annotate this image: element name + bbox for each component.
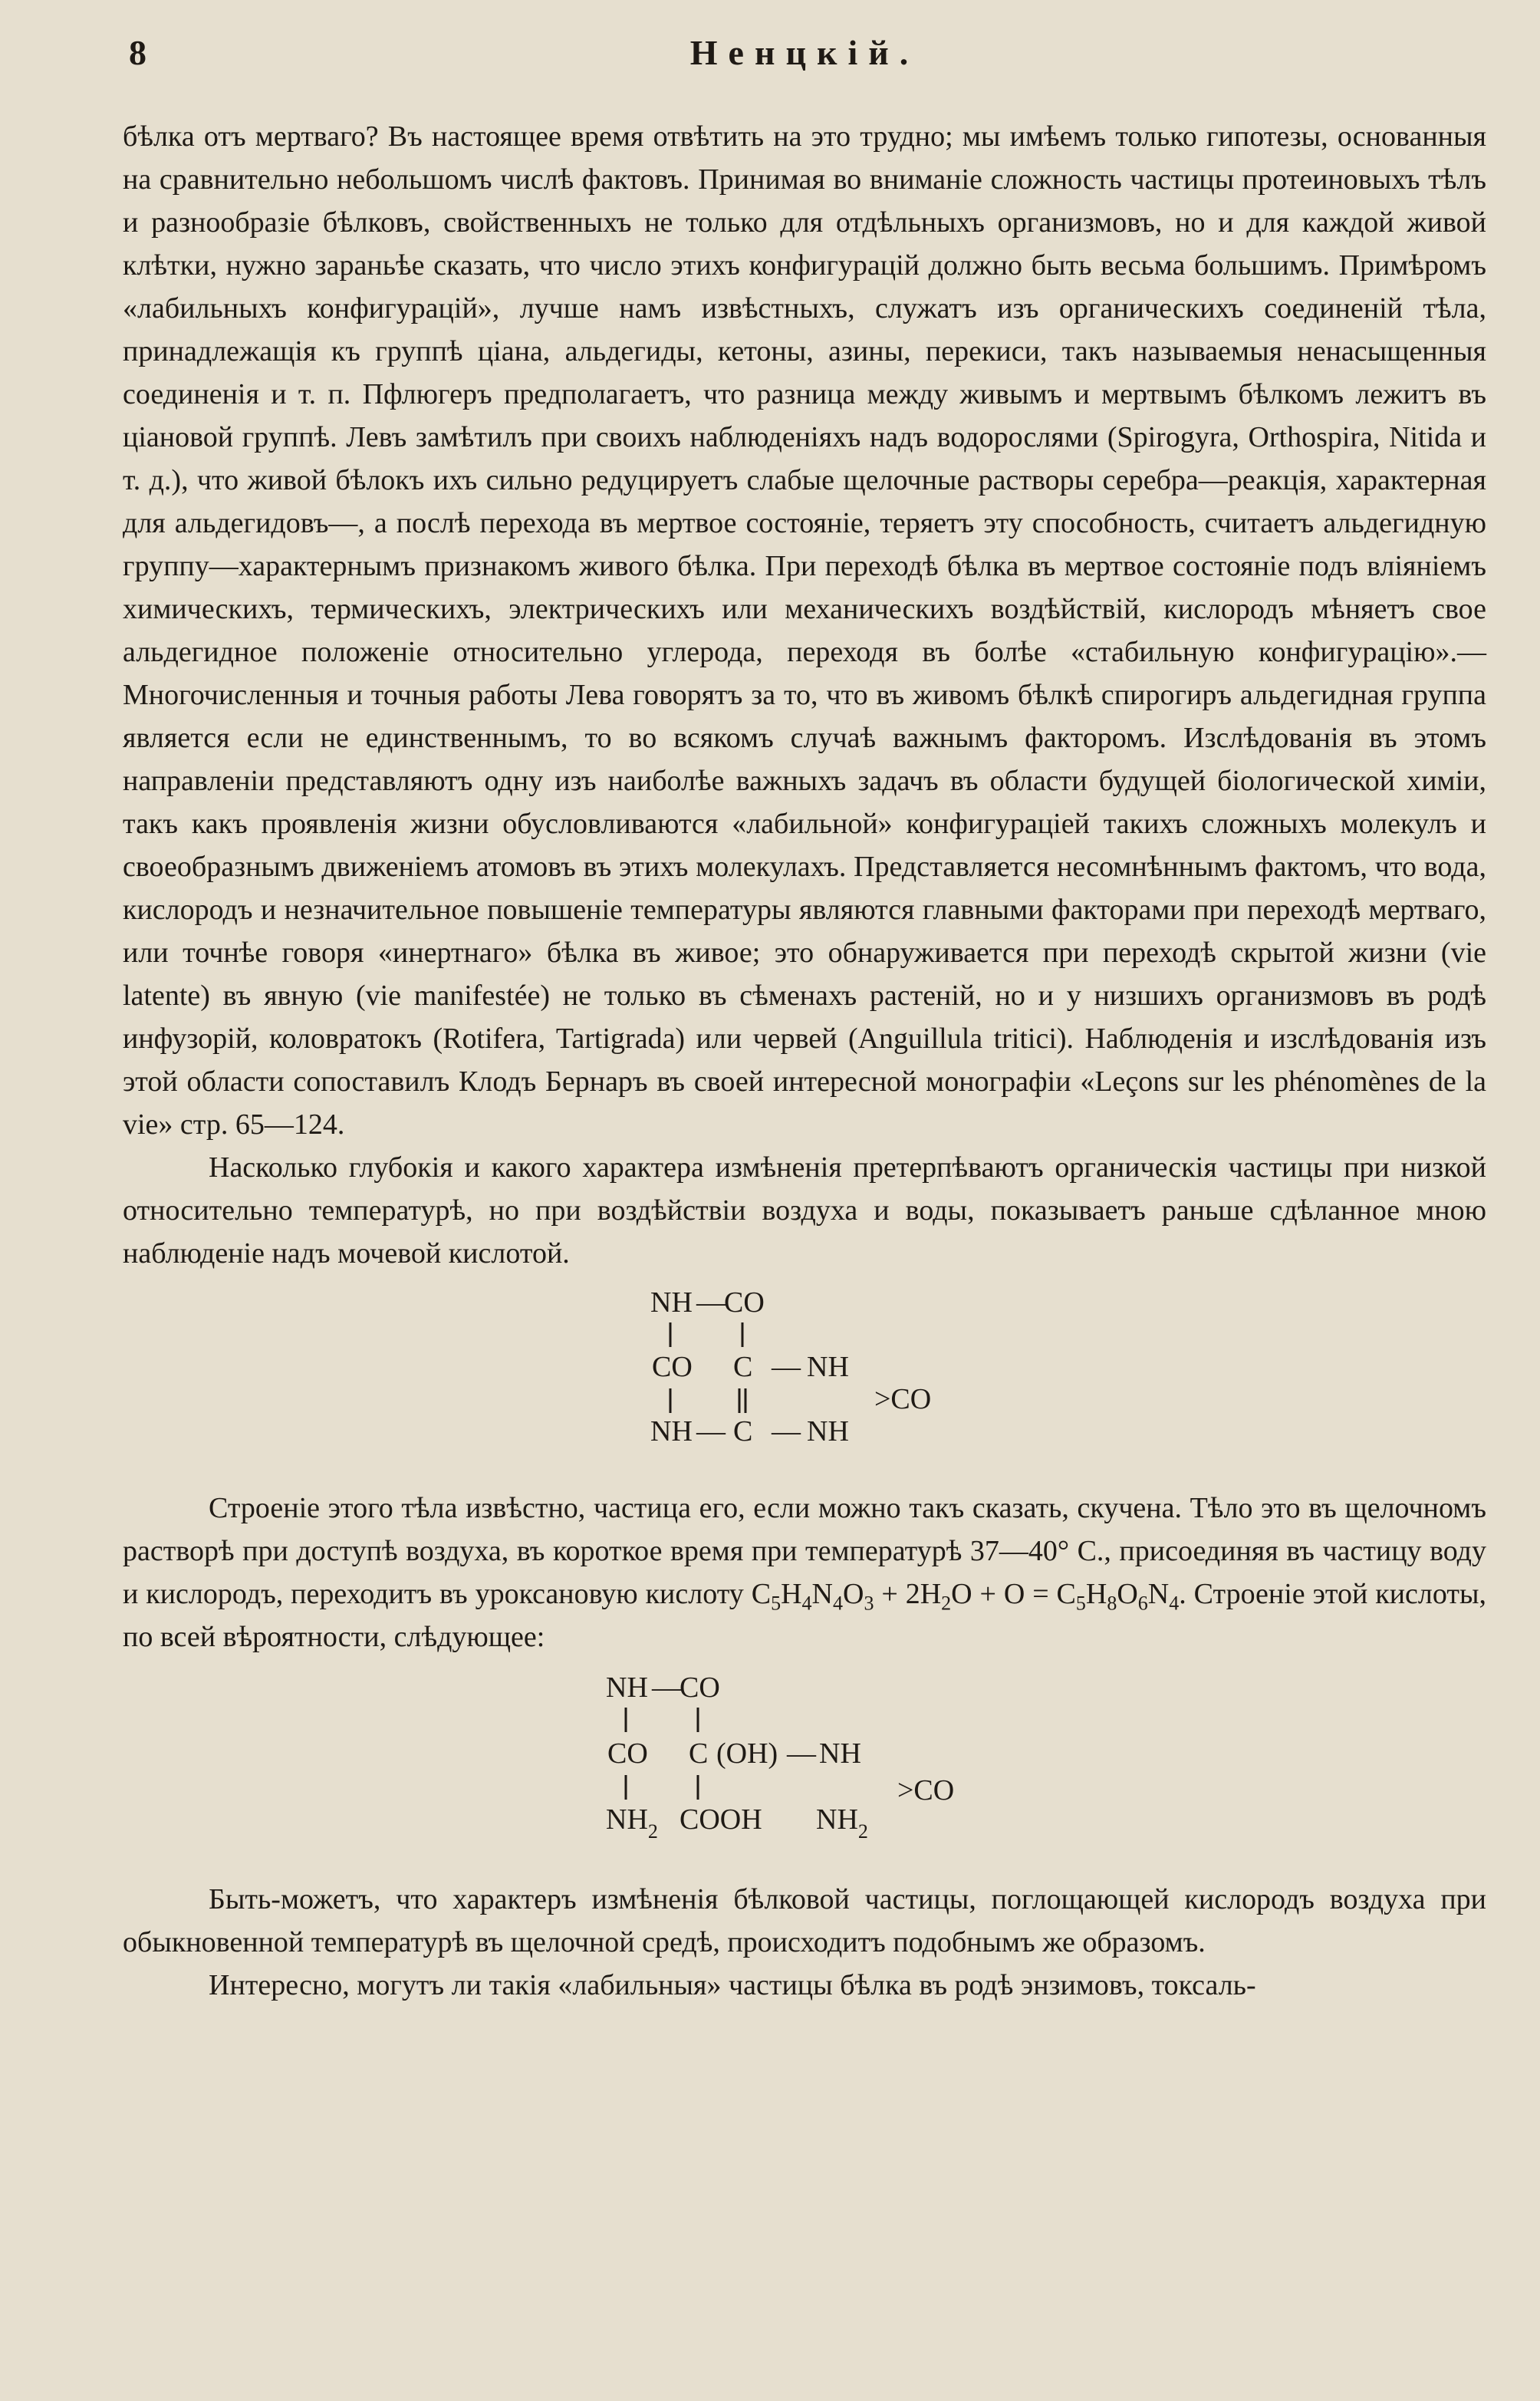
f1-r3-dash2: — — [772, 1415, 801, 1448]
page-number: 8 — [129, 33, 146, 72]
paragraph-5: Интересно, могутъ ли такія «лабильныя» частицы бѣлка въ родѣ энзимовъ, токсаль- — [209, 1969, 1256, 2001]
uric-acid-formula — [123, 1275, 1486, 1474]
f1-r1-dash: — — [696, 1286, 726, 1319]
f2-r3-left: $NH_2$ — [606, 1803, 658, 1843]
f2-r2-oh: (OH) — [716, 1737, 778, 1770]
f1-r2-right: NH — [807, 1351, 849, 1383]
f2-r2-mid: C — [689, 1737, 709, 1770]
page-header — [123, 34, 1486, 72]
uroxanic-acid-formula — [123, 1658, 1486, 1866]
paragraph-3-text: Строеніе этого тѣла извѣстно, частица его, если можно такъ сказать, скучена. Тѣло это въ щелочномъ растворѣ при доступѣ воздуха, въ короткое время при температурѣ 37—40° С., присоединяя въ частицу воду и кислородъ, переходитъ въ уроксановую кислоту — [123, 1492, 1486, 1610]
f1-r3-mid: C — [733, 1415, 753, 1448]
paragraph-1: бѣлка отъ мертваго? Въ настоящее время отвѣтить на это трудно; мы имѣемъ только гипотезы, основанныя на сравнительно небольшомъ числѣ фактовъ. Принимая во вниманіе сложность частицы протеиновыхъ тѣлъ и разнообразіе бѣлковъ, свойственныхъ не только для отдѣльныхъ организмовъ, но и для каждой живой клѣтки, нужно зараньѣе сказать, что число этихъ конфигурацій должно быть весьма большимъ. Примѣромъ «лабильныхъ конфигурацій», лучше намъ извѣстныхъ, служатъ изъ органическихъ соединеній тѣла, принадлежащія къ группѣ ціана, альдегиды, кетоны, азины, перекиси, такъ называемыя ненасыщенныя соединенія и т. п. Пфлюгеръ предполагаетъ, что разница между живымъ и мертвымъ бѣлкомъ лежитъ въ ціановой группѣ. Левъ замѣтилъ при своихъ наблюденіяхъ надъ водорослями (Spirogyra, Orthospira, Nitida и т. д.), что живой бѣлокъ ихъ сильно редуцируетъ слабые щелочные растворы серебра—реакція, характерная для альдегидовъ—, а послѣ перехода въ мертвое состояніе, теряетъ эту способность, считаетъ альдегидную группу—характернымъ признакомъ живого бѣлка. При переходѣ бѣлка въ мертвое состояніе подъ вліяніемъ химическихъ, термическихъ, электрическихъ или механическихъ воздѣйствій, кислородъ мѣняетъ свое альдегидное положеніе относительно углерода, переходя въ болѣе «стабильную конфигурацію».—Многочисленныя и точныя работы Лева говорятъ за то, что въ живомъ бѣлкѣ спирогиръ альдегидная группа является если не единственнымъ, то во всякомъ случаѣ важнымъ факторомъ. Изслѣдованія въ этомъ направленіи представляютъ одну изъ наиболѣе важныхъ задачъ въ области будущей біологической химіи, такъ какъ проявленія жизни обусловливаются «лабильной» конфигураціей такихъ сложныхъ молекулъ и своеобразнымъ движеніемъ атомовъ въ этихъ молекулахъ. Представляется несомнѣннымъ фактомъ, что вода, кислородъ и незначительное повышеніе температуры являются главными факторами при переходѣ мертваго, или точнѣе говоря «инертнаго» бѣлка въ живое; это обнаруживается при переходѣ скрытой жизни (vie latente) въ явную (vie manifestée) не только въ сѣменахъ растеній, но и у низшихъ организмовъ въ родѣ инфузорій, коловратокъ (Rotifera, Tartigrada) или червей (Anguillula tritici). Наблюденія и изслѣдованія изъ этой области сопоставилъ Клодъ Бернаръ въ своей интересной монографіи «Leçons sur les phénomènes de la vie» стр. 65—124. — [123, 120, 1486, 1141]
f1-r2-dash: — — [772, 1351, 801, 1383]
f1-r3-left: NH — [650, 1415, 693, 1448]
f2-r3-mid: COOH — [680, 1803, 762, 1836]
running-head: Ненцкій. — [689, 33, 920, 72]
paragraph-4: Быть-можетъ, что характеръ измѣненія бѣлковой частицы, поглощающей кислородъ воздуха при обыкновенной температурѣ въ щелочной средѣ, происходитъ подобнымъ же образомъ. — [123, 1883, 1486, 1958]
f1-r3-dash: — — [696, 1415, 726, 1448]
paragraph-3-tail: . Строеніе этой кислоты, по всей вѣроятности, слѣдующее: — [123, 1578, 1487, 1653]
reaction-equation: $C_5H_4N_4O_3 + 2H_2O + O = C_5H_8O_6N_4$ — [751, 1578, 1180, 1615]
f2-r1-left: NH — [606, 1671, 648, 1704]
paragraph-2: Насколько глубокія и какого характера измѣненія претерпѣваютъ органическія частицы при низкой относительно температурѣ, но при воздѣйствіи воздуха и воды, показываетъ раньше сдѣланное мною наблюденіе надъ мочевой кислотой. — [123, 1151, 1486, 1270]
f1-r1-right: CO — [724, 1286, 765, 1319]
f1-r2-mid: C — [733, 1351, 753, 1383]
f2-r2-right: NH — [819, 1737, 861, 1770]
f2-r2-left: CO — [607, 1737, 648, 1770]
f2-r2-dash: — — [787, 1737, 816, 1770]
f2-r1-right: CO — [680, 1671, 720, 1704]
paragraph-3 — [123, 1487, 1486, 1658]
f1-r2-left: CO — [652, 1351, 693, 1383]
f1-side-group: >CO — [874, 1383, 932, 1415]
f1-r1-left: NH — [650, 1286, 693, 1319]
f2-r1-dash: — — [652, 1671, 681, 1704]
f1-r3-right: NH — [807, 1415, 849, 1448]
body-text — [123, 115, 1486, 2007]
f2-side-group: >CO — [897, 1774, 955, 1807]
f2-r3-right: $NH_2$ — [816, 1803, 868, 1843]
